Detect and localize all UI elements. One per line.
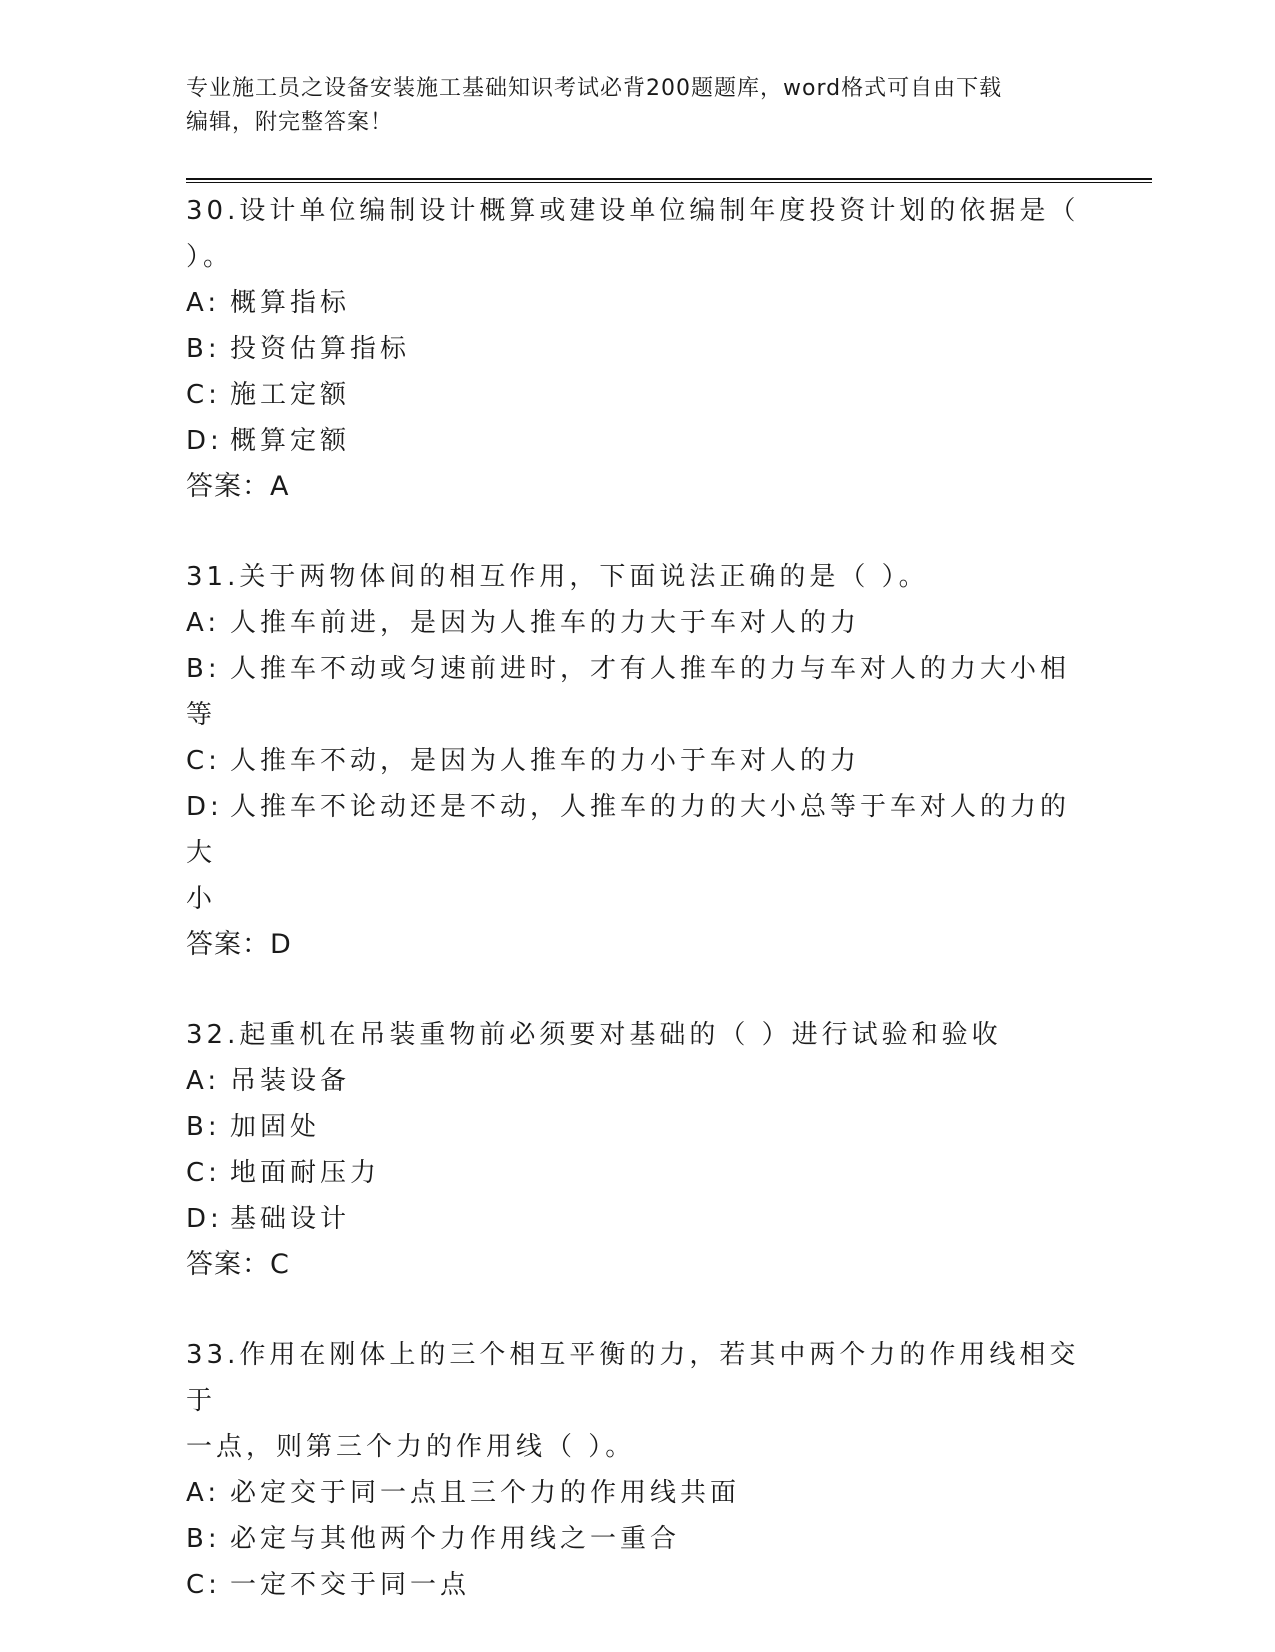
option-letter: A: [186, 1066, 221, 1096]
option-letter: B: [186, 1112, 221, 1142]
option-b [186, 1516, 1086, 1562]
question-text: 30.设计单位编制设计概算或建设单位编制年度投资计划的依据是（ [186, 196, 1080, 226]
option-text: 地面耐压力 [230, 1158, 381, 1188]
option-text: 人推车不论动还是不动，人推车的力的大小总等于车对人的力的大 [186, 792, 1071, 868]
answer-line [186, 464, 1086, 510]
option-text: 人推车前进，是因为人推车的力大于车对人的力 [230, 608, 861, 638]
answer-label: 答案： [186, 471, 270, 502]
option-text: 必定与其他两个力作用线之一重合 [230, 1524, 681, 1554]
option-text: 施工定额 [230, 380, 351, 410]
option-a [186, 600, 1086, 646]
option-text: 加固处 [230, 1112, 321, 1142]
answer-line [186, 922, 1086, 968]
question-list [186, 188, 1086, 1652]
option-letter: C: [186, 746, 221, 776]
answer-value: D [270, 929, 292, 960]
question-text: 32.起重机在吊装重物前必须要对基础的（ ）进行试验和验收 [186, 1020, 1002, 1050]
option-letter: B: [186, 334, 221, 364]
answer-value: A [270, 471, 290, 502]
option-text: 投资估算指标 [230, 334, 411, 364]
header-divider-thin [186, 182, 1152, 183]
answer-label: 答案： [186, 929, 270, 960]
option-letter: B: [186, 654, 221, 684]
option-text: 人推车不动或匀速前进时，才有人推车的力与车对人的力大小相等 [186, 654, 1071, 730]
option-letter: C: [186, 380, 221, 410]
question-31 [186, 554, 1086, 968]
option-a [186, 1058, 1086, 1104]
header-divider-thick [186, 178, 1152, 180]
question-text-cont: ）。 [186, 242, 234, 272]
option-b [186, 1104, 1086, 1150]
question-text-cont: 一点，则第三个力的作用线（ ）。 [186, 1432, 636, 1462]
option-d [186, 1196, 1086, 1242]
option-letter: A: [186, 288, 221, 318]
answer-line [186, 1242, 1086, 1288]
option-letter: C: [186, 1158, 221, 1188]
option-letter: A: [186, 1478, 221, 1508]
option-c [186, 1150, 1086, 1196]
answer-value: C [270, 1249, 290, 1280]
option-text: 概算指标 [230, 288, 351, 318]
option-d-cont: 小 [186, 884, 217, 914]
option-letter: B: [186, 1524, 221, 1554]
option-text: 人推车不动，是因为人推车的力小于车对人的力 [230, 746, 861, 776]
question-32 [186, 1012, 1086, 1288]
question-30 [186, 188, 1086, 510]
question-text: 31.关于两物体间的相互作用，下面说法正确的是（ ）。 [186, 562, 929, 592]
header-line-2: 编辑，附完整答案！ [186, 110, 394, 135]
question-33 [186, 1332, 1086, 1608]
option-text: 必定交于同一点且三个力的作用线共面 [230, 1478, 741, 1508]
option-letter: A: [186, 608, 221, 638]
option-text: 一定不交于同一点 [230, 1570, 471, 1600]
option-letter: D: [186, 1204, 223, 1234]
option-d [186, 784, 1086, 876]
option-c [186, 738, 1086, 784]
option-a [186, 280, 1086, 326]
option-letter: D: [186, 792, 223, 822]
option-b [186, 646, 1086, 738]
option-b [186, 326, 1086, 372]
option-text: 基础设计 [230, 1204, 351, 1234]
header-line-1: 专业施工员之设备安装施工基础知识考试必背200题题库，word格式可自由下载 [186, 76, 1003, 101]
option-text: 概算定额 [230, 426, 351, 456]
option-c [186, 1562, 1086, 1608]
question-text: 33.作用在刚体上的三个相互平衡的力，若其中两个力的作用线相交于 [186, 1340, 1080, 1416]
option-letter: C: [186, 1570, 221, 1600]
answer-label: 答案： [186, 1249, 270, 1280]
option-a [186, 1470, 1086, 1516]
option-d [186, 418, 1086, 464]
option-text: 吊装设备 [230, 1066, 351, 1096]
option-c [186, 372, 1086, 418]
document-header [186, 72, 1086, 140]
option-letter: D: [186, 426, 223, 456]
